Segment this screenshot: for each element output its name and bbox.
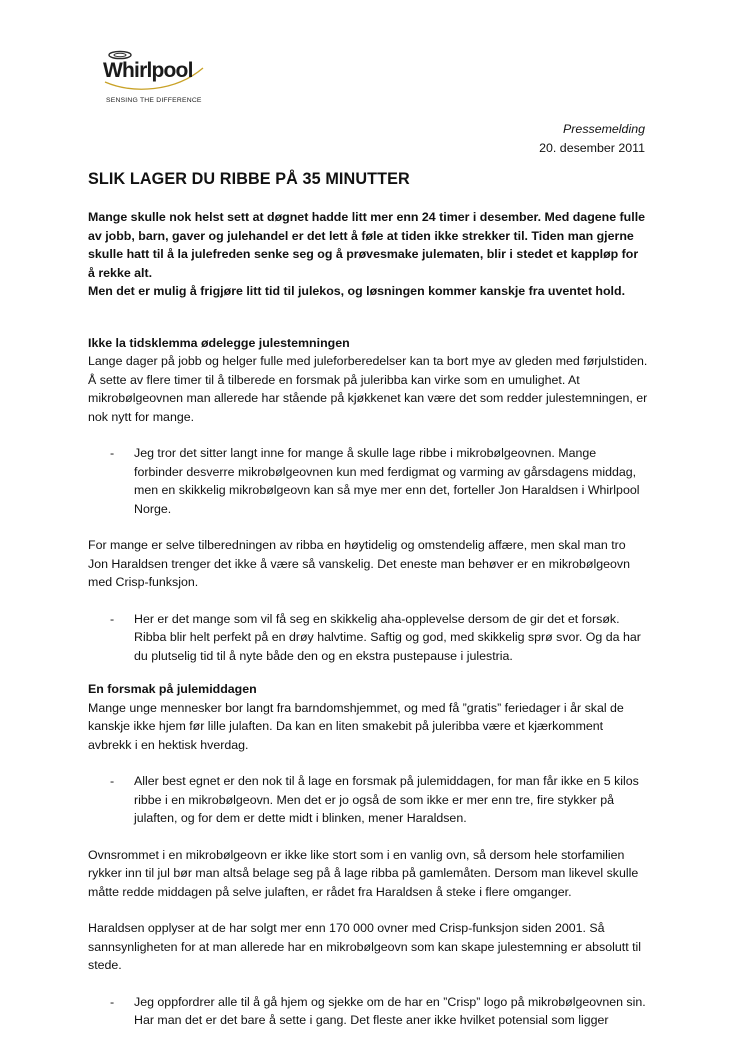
dash-bullet: - bbox=[110, 774, 115, 788]
page-title: SLIK LAGER DU RIBBE PÅ 35 MINUTTER bbox=[88, 170, 410, 188]
release-date: 20. desember 2011 bbox=[539, 141, 645, 155]
logo-tagline: SENSING THE DIFFERENCE bbox=[106, 97, 202, 104]
lead-paragraph: Men det er mulig å frigjøre litt tid til julekos, og løsningen kommer kanskje fra uventet hold. bbox=[88, 284, 626, 298]
paragraph: Ovnsrommet i en mikrobølgeovn er ikke like stort som i en vanlig ovn, så dersom hele storfamilien rykker inn til jul bør man altså belage seg på å lage ribba på gamlemåten. Dersom man likevel skulle måtte redde middagen på selve julaften, er rådet fra Haraldsen å steke i flere omganger. bbox=[88, 847, 639, 899]
paragraph: Mange unge mennesker bor langt fra barndomshjemmet, og med få ”gratis” feriedager i år skal de kanskje ikke hjem før lille julaften. Da kan en liten smakebit på juleribba være et kjærkomment avbrekk i en hektisk hverdag. bbox=[88, 700, 624, 752]
quote-item bbox=[88, 610, 648, 666]
quote-text: Aller best egnet er den nok til å lage en forsmak på julemiddagen, for man får ikke en 5 kilos ribbe i en mikrobølgeovn. Men det er jo også de som ikke er mer enn tre, fire stykker på julaften, og for dem er dette midt i blinken, mener Haraldsen. bbox=[134, 774, 639, 825]
section-heading: Ikke la tidsklemma ødelegge julestemningen bbox=[88, 335, 350, 350]
paragraph: Haraldsen opplyser at de har solgt mer enn 170 000 ovner med Crisp-funksjon siden 2001. Så sannsynligheten for at man allerede har en mikrobølgeovn som kan skape julestemning er absolutt til stede. bbox=[88, 921, 642, 972]
dash-bullet: - bbox=[110, 611, 115, 626]
press-release-meta bbox=[539, 120, 645, 158]
logo-wordmark: Whirlpool bbox=[103, 59, 193, 82]
dash-bullet: - bbox=[110, 446, 115, 460]
quote-item bbox=[88, 993, 648, 1030]
lead-paragraph: Mange skulle nok helst sett at døgnet hadde litt mer enn 24 timer i desember. Med dagene fulle av jobb, barn, gaver og julehandel er det lett å føle at tiden ikke strekker til. Tiden man gjerne skulle hatt til å la julefreden senke seg og å prøvesmake julematen, blir i stedet et kappløp for å rekke alt. bbox=[88, 210, 646, 280]
quote-text: Her er det mange som vil få seg en skikkelig aha-opplevelse dersom de gir det et forsøk. Ribba blir helt perfekt på en drøy halvtime. Saftig og god, med skikkelig sprø svor. Og da har du plutselig tid til å nyte både den og en ekstra pustepause i julestria. bbox=[134, 611, 641, 663]
whirlpool-logo bbox=[103, 50, 213, 112]
quote-text: Jeg tror det sitter langt inne for mange å skulle lage ribbe i mikrobølgeovnen. Mange forbinder desverre mikrobølgeovnen kun med ferdigmat og varming av gårsdagens middag, men en skikkelig mikrobølgeovn kan så mye mer enn det, forteller Jon Haraldsen i Whirlpool Norge. bbox=[134, 446, 640, 516]
dash-bullet: - bbox=[110, 994, 115, 1009]
section-heading: En forsmak på julemiddagen bbox=[88, 682, 257, 696]
article-body bbox=[88, 208, 648, 1030]
paragraph: For mange er selve tilberedningen av ribba en høytidelig og omstendelig affære, men skal man tro Jon Haraldsen trenger det ikke å være så vanskelig. Det eneste man behøver er en mikrobølgeovn med Crisp-funksjon. bbox=[88, 538, 631, 589]
quote-item bbox=[88, 772, 648, 828]
document-type: Pressemelding bbox=[563, 122, 645, 136]
quote-text: Jeg oppfordrer alle til å gå hjem og sjekke om de har en ”Crisp” logo på mikrobølgeovnen sin. Har man det er det bare å sette i gang. Det fleste aner ikke hvilket potensial som ligger bbox=[134, 994, 646, 1027]
quote-item bbox=[88, 444, 648, 518]
paragraph: Lange dager på jobb og helger fulle med juleforberedelser kan ta bort mye av gleden med førjulstiden. Å sette av flere timer til å tilberede en forsmak på juleribba kan virke som en umulighet. At mikrobølgeovnen man allerede har stående på kjøkkenet kan være det som redder julestemningen, er nok nytt for mange. bbox=[88, 354, 648, 424]
